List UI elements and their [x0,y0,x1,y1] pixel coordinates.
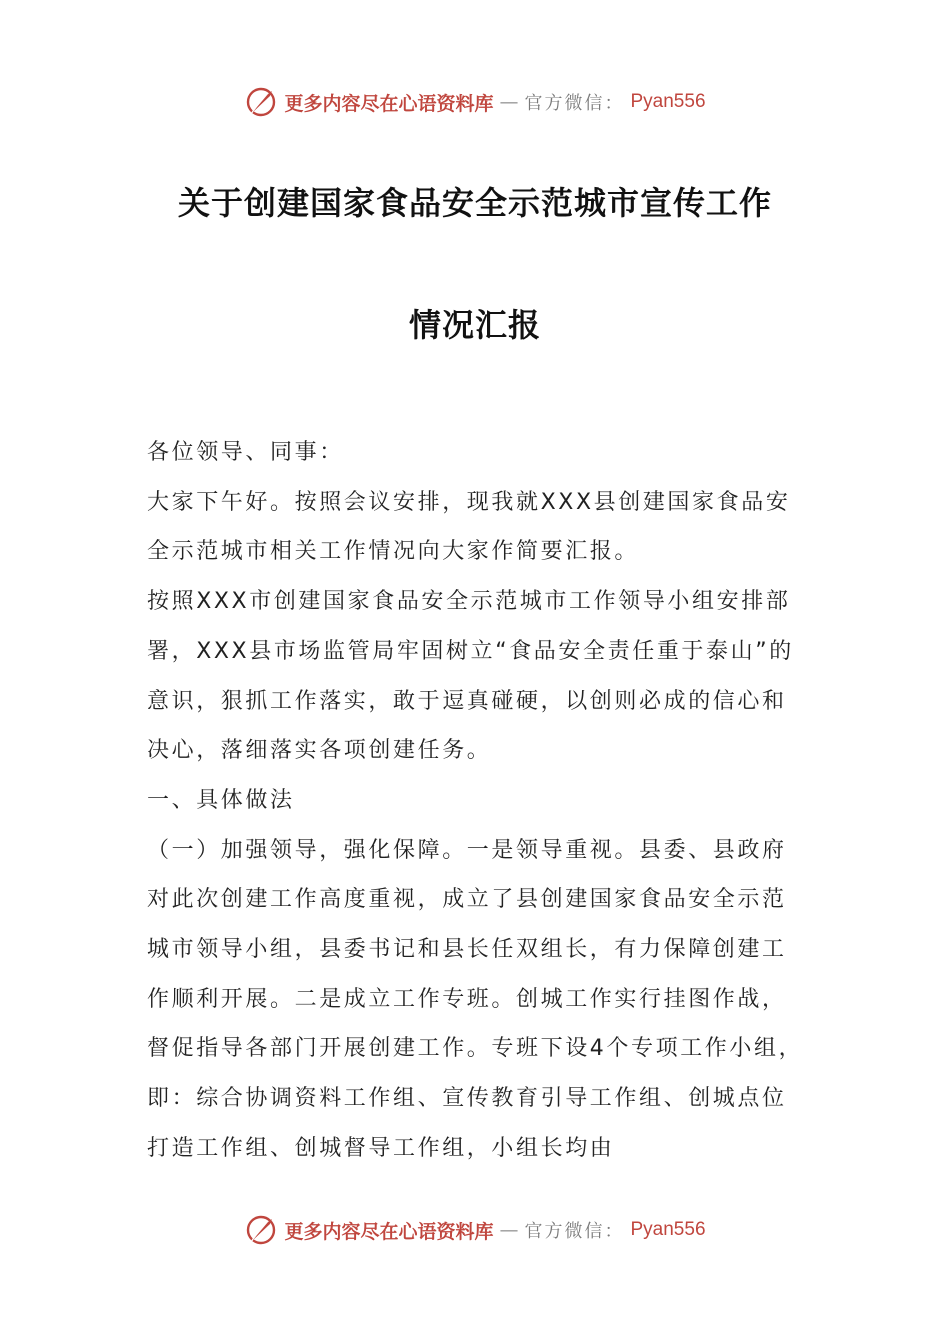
banner-wechat-id: Pyan556 [630,1219,706,1240]
footer-banner [0,1210,950,1250]
banner-dash: — [499,1219,519,1241]
banner-wechat-id: Pyan556 [630,91,706,112]
quill-pen-circle-icon [244,85,278,119]
footer-banner-content [244,1213,705,1247]
banner-official-label: 官方微信： [524,1221,625,1242]
document-body [147,428,807,1174]
document-title-line-2: 情况汇报 [408,306,541,344]
header-banner [0,82,950,122]
banner-official-label: 官方微信： [524,93,625,114]
paragraph-greeting: 大家下午好。按照会议安排，现我就XXX县创建国家食品安全示范城市相关工作情况向大家作简要汇报。 [147,489,791,565]
paragraph-section-1: （一）加强领导，强化保障。一是领导重视。县委、县政府对此次创建工作高度重视，成立了县创建国家食品安全示范城市领导小组，县委书记和县长任双组长，有力保障创建工作顺利开展。二是成立工作专班。创城工作实行挂图作战，督促指导各部门开展创建工作。专班下设4个专项工作小组，即：综合协调资料工作组、宣传教育引导工作组、创城点位打造工作组、创城督导工作组，小组长均由 [147,837,804,1161]
header-banner-content [244,85,705,119]
document-title-line-1: 关于创建国家食品安全示范城市宣传工作 [177,184,772,222]
paragraph-salutation: 各位领导、同事： [147,440,344,465]
section-heading: 一、具体做法 [147,787,295,813]
banner-brand-text: 更多内容尽在心语资料库 [284,1220,494,1243]
banner-brand-text: 更多内容尽在心语资料库 [284,92,494,115]
quill-pen-circle-icon [244,1213,278,1247]
paragraph-intro: 按照XXX市创建国家食品安全示范城市工作领导小组安排部署，XXX县市场监管局牢固树立“食品安全责任重于泰山”的意识，狠抓工作落实，敢于逗真碰硬，以创则必成的信心和决心，落细落实各项创建任务。 [147,589,794,764]
banner-dash: — [499,91,519,113]
